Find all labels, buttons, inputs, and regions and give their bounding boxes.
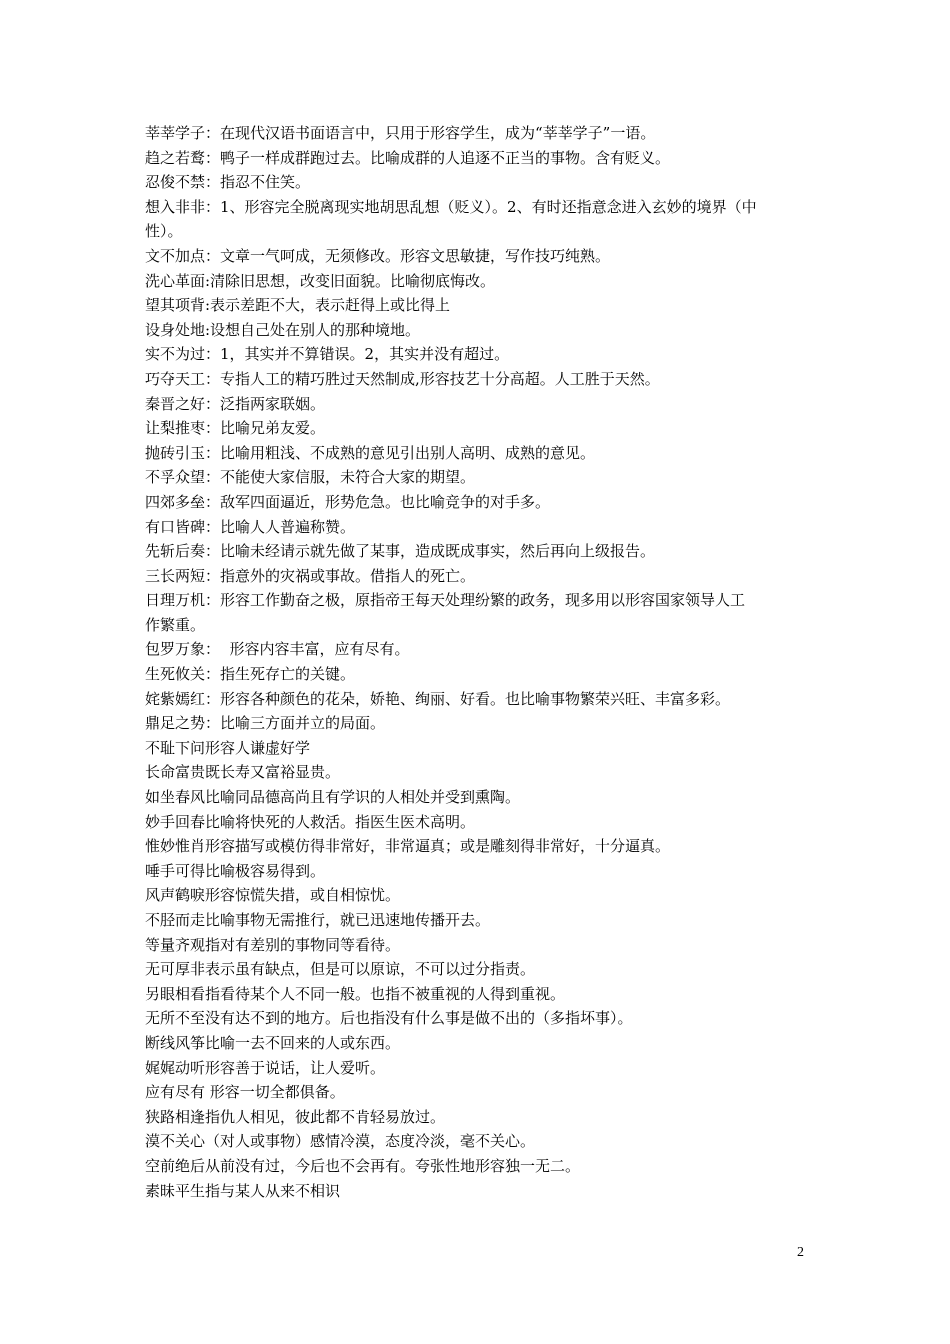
- text-line: 秦晋之好：泛指两家联姻。: [145, 394, 326, 413]
- text-line: 日理万机：形容工作勤奋之极，原指帝王每天处理纷繁的政务，现多用以形容国家领导人工: [145, 591, 746, 610]
- text-line: 生死攸关：指生死存亡的关键。: [145, 665, 356, 684]
- text-line: 莘莘学子：在现代汉语书面语言中，只用于形容学生，成为“莘莘学子”一语。: [145, 124, 656, 142]
- text-line: 唾手可得比喻极容易得到。: [145, 861, 326, 880]
- text-line: 让梨推枣：比喻兄弟友爱。: [145, 419, 326, 438]
- text-line: 三长两短：指意外的灾祸或事故。借指人的死亡。: [145, 566, 476, 585]
- text-line: 作繁重。: [145, 615, 206, 634]
- text-line: 文不加点：文章一气呵成，无须修改。形容文思敏捷，写作技巧纯熟。: [145, 246, 611, 265]
- text-line: 长命富贵既长寿又富裕显贵。: [145, 763, 341, 782]
- text-line: 风声鹤唳形容惊慌失措，或自相惊忧。: [145, 886, 401, 905]
- text-line: 洗心革面:清除旧思想，改变旧面貌。比喻彻底悔改。: [145, 271, 496, 290]
- text-line: 断线风筝比喻一去不回来的人或东西。: [145, 1033, 401, 1052]
- text-line: 实不为过：1，其实并不算错误。2，其实并没有超过。: [145, 345, 510, 364]
- text-line: 有口皆碑：比喻人人普遍称赞。: [145, 517, 356, 536]
- text-line: 惟妙惟肖形容描写或模仿得非常好，非常逼真；或是雕刻得非常好，十分逼真。: [145, 837, 671, 856]
- text-line: 无可厚非表示虽有缺点，但是可以原谅，不可以过分指责。: [145, 960, 536, 979]
- text-line: 设身处地:设想自己处在别人的那种境地。: [145, 320, 421, 339]
- text-line: 想入非非：1、形容完全脱离现实地胡思乱想（贬义）。2、有时还指意念进入玄妙的境界（中: [145, 197, 757, 216]
- text-line: 望其项背:表示差距不大，表示赶得上或比得上: [145, 296, 451, 315]
- page-number: 2: [797, 1245, 804, 1260]
- text-line: 巧夺天工：专指人工的精巧胜过天然制成,形容技艺十分高超。人工胜于天然。: [145, 369, 660, 388]
- text-line: 妙手回春比喻将快死的人救活。指医生医术高明。: [145, 812, 476, 831]
- text-line: 狭路相逢指仇人相见，彼此都不肯轻易放过。: [145, 1107, 446, 1126]
- text-line: 趋之若鹜：鸭子一样成群跑过去。比喻成群的人追逐不正当的事物。含有贬义。: [145, 148, 671, 167]
- text-line: 性）。: [145, 222, 183, 241]
- text-line: 不耻下问形容人谦虚好学: [145, 738, 311, 757]
- text-line: 娓娓动听形容善于说话，让人爱听。: [145, 1058, 386, 1077]
- text-line: 素昧平生指与某人从来不相识: [145, 1181, 341, 1200]
- text-line: 另眼相看指看待某个人不同一般。也指不被重视的人得到重视。: [145, 984, 566, 1003]
- text-line: 四郊多垒：敌军四面逼近，形势危急。也比喻竞争的对手多。: [145, 492, 551, 511]
- text-line: 无所不至没有达不到的地方。后也指没有什么事是做不出的（多指坏事）。: [145, 1009, 633, 1028]
- text-line: 如坐春风比喻同品德高尚且有学识的人相处并受到熏陶。: [145, 788, 521, 807]
- text-line: 抛砖引玉：比喻用粗浅、不成熟的意见引出别人高明、成熟的意见。: [145, 443, 596, 462]
- text-line: 不孚众望：不能使大家信服，未符合大家的期望。: [145, 468, 476, 487]
- text-line: 包罗万象： 形容内容丰富，应有尽有。: [145, 640, 410, 659]
- text-line: 等量齐观指对有差别的事物同等看待。: [145, 935, 401, 954]
- text-line: 应有尽有 形容一切全都俱备。: [145, 1083, 345, 1102]
- text-line: 先斩后奏：比喻未经请示就先做了某事，造成既成事实，然后再向上级报告。: [145, 542, 656, 561]
- text-line: 漠不关心（对人或事物）感情冷漠，态度冷淡，毫不关心。: [145, 1132, 536, 1151]
- text-line: 鼎足之势：比喻三方面并立的局面。: [145, 714, 386, 733]
- text-line: 空前绝后从前没有过，今后也不会再有。夸张性地形容独一无二。: [145, 1156, 581, 1175]
- text-line: 姹紫嫣红：形容各种颜色的花朵，娇艳、绚丽、好看。也比喻事物繁荣兴旺、丰富多彩。: [145, 689, 731, 708]
- document-body: [145, 121, 825, 1203]
- text-line: 不胫而走比喻事物无需推行，就已迅速地传播开去。: [145, 911, 491, 929]
- text-line: 忍俊不禁：指忍不住笑。: [145, 173, 311, 192]
